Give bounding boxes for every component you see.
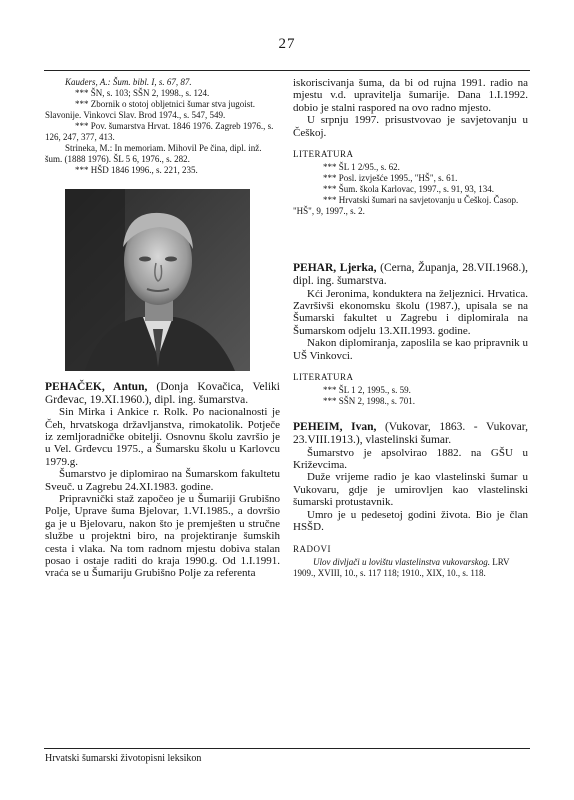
entry-paragraph: Duže vrijeme radio je kao vlastelinski šumar u Vukovaru, gdje je umirovljen kao vlastelinski šumarski protustavnik.	[293, 471, 528, 509]
literature-list	[293, 162, 528, 217]
literature-label: LITERATURA	[293, 372, 354, 383]
entry-heading-details: (Donja Kovačica, Veliki Grđevac, 19.XI.1960.), dipl. ing. šumarstva.	[45, 381, 280, 406]
entry-paragraph: Umro je u pedesetoj godini života. Bio je član HSŠD.	[293, 508, 528, 534]
literature-list	[293, 385, 528, 407]
previous-entry-references	[45, 77, 280, 176]
entry-paragraph: Pripravnički staž započeo je u Šumariji Grubišno Polje, Uprave šuma Bjelovar, 1.VI.1985., a dovršio ga je u Bjelovaru, nakon što je premješten u stručne službe u projektni biro, na projektiranje šumskih cesta i vlaka. Na tom radnom mjestu dobiva stalan posao i ostaje raditi do kraja 1990.g. Od 1.I.1991. vraća se u Šumariju Grubišno Polje za referenta	[45, 493, 280, 580]
radovi-item	[293, 557, 528, 579]
footer-rule	[44, 748, 530, 749]
literature-label: LITERATURA	[293, 149, 354, 160]
entry-paragraph: iskoriscivanja šuma, da bi od rujna 1991. radio na mjestu v.d. upravitelja šumarije. Dana 1.I.1992. dobio je stalni raspored na ovo radno mjesto.	[293, 77, 528, 114]
entry-paragraph: Šumarstvo je apsolvirao 1882. na GŠU u Križevcima.	[293, 446, 528, 472]
reference-item: *** Pov. šumarstva Hrvat. 1846 1976. Zagreb 1976., s. 126, 247, 377, 413.	[45, 121, 274, 142]
reference-item: *** HŠD 1846 1996., s. 221, 235.	[75, 165, 198, 175]
page-number: 27	[278, 36, 296, 52]
header-rule	[44, 70, 530, 71]
right-column	[293, 77, 528, 579]
literature-item: *** Posl. izvješće 1995., "HŠ", s. 61.	[323, 173, 458, 184]
entry-peheim	[293, 421, 528, 533]
portrait-photo	[65, 189, 250, 371]
entry-paragraph: U srpnju 1997. prisustvovao je savjetovanju u Češkoj.	[293, 114, 528, 139]
radovi-label: RADOVI	[293, 543, 331, 554]
entry-paragraph: Sin Mirka i Ankice r. Rolk. Po nacionalnosti je Čeh, hrvatskoga državljanstva, rimokatolik. Potječe iz zemljoradničke obitelji. Osnovnu školu završio je u Vel. Grđevcu 1975., a Šumarsku školu u Karlovcu 1979.g.	[45, 406, 280, 468]
reference-item: *** ŠN, s. 103; SŠN 2, 1998., s. 124.	[75, 88, 210, 98]
reference-item: Kauders, A.: Šum. bibl. I, s. 67, 87.	[65, 77, 192, 87]
literature-item: *** ŠL 1 2, 1995., s. 59.	[323, 385, 411, 396]
entry-name: PEHEIM, Ivan,	[293, 421, 377, 434]
entry-pehacek	[45, 381, 280, 580]
entry-paragraph: Nakon diplomiranja, zaposlila se kao pripravnik u UŠ Vinkovci.	[293, 337, 528, 362]
entry-heading-details: (Vukovar, 1863. - Vukovar, 23.VIII.1913.), vlastelinski šumar.	[293, 421, 528, 447]
portrait-image	[65, 189, 250, 371]
entry-name: PEHAR, Ljerka,	[293, 262, 377, 275]
literature-item: *** Hrvatski šumari na savjetovanju u Češkoj. Časop. "HŠ", 9, 1997., s. 2.	[293, 195, 519, 217]
left-column	[45, 77, 280, 580]
entry-heading	[293, 262, 528, 287]
reference-item: Strineka, M.: In memoriam. Mihovil Pe čina, dipl. inž. šum. (1888 1976). ŠL 5 6, 1976., s. 282.	[45, 143, 262, 164]
radovi-title: Ulov divljači u lovištu vlastelinstva vukovarskog.	[313, 556, 490, 567]
reference-item: *** Zbornik o stotoj obljetnici šumar stva jugoist. Slavonije. Vinkovci Slav. Brod 1974., s. 547, 549.	[45, 99, 255, 120]
literature-item: *** ŠL 1 2/95., s. 62.	[323, 162, 400, 173]
entry-pehacek-continued	[293, 77, 528, 139]
entry-heading	[293, 421, 528, 446]
literature-item: *** SŠN 2, 1998., s. 701.	[323, 396, 416, 407]
entry-paragraph: Kći Jeronima, konduktera na željeznici. Hrvatica. Završivši ekonomsku školu (1987.), upisala se na Šumarski fakultet u Zagrebu i diplomirala na Šumarskom odjelu 13.XII.1993. godine.	[293, 287, 528, 337]
entry-heading	[45, 381, 280, 406]
radovi-source: LRV 1909., XVIII, 10., s. 117 118; 1910., XIX, 10., s. 118.	[293, 556, 510, 578]
literature-item: *** Šum. škola Karlovac, 1997., s. 91, 93, 134.	[323, 184, 494, 195]
footer-title: Hrvatski šumarski životopisni leksikon	[45, 753, 202, 764]
entry-paragraph: Šumarstvo je diplomirao na Šumarskom fakultetu Sveuč. u Zagrebu 24.XI.1983. godine.	[45, 468, 280, 493]
entry-name: PEHAČEK, Antun,	[45, 381, 148, 393]
entry-pehar	[293, 262, 528, 362]
entry-heading-details: (Cerna, Županja, 28.VII.1968.), dipl. ing. šumarstva.	[293, 262, 528, 288]
